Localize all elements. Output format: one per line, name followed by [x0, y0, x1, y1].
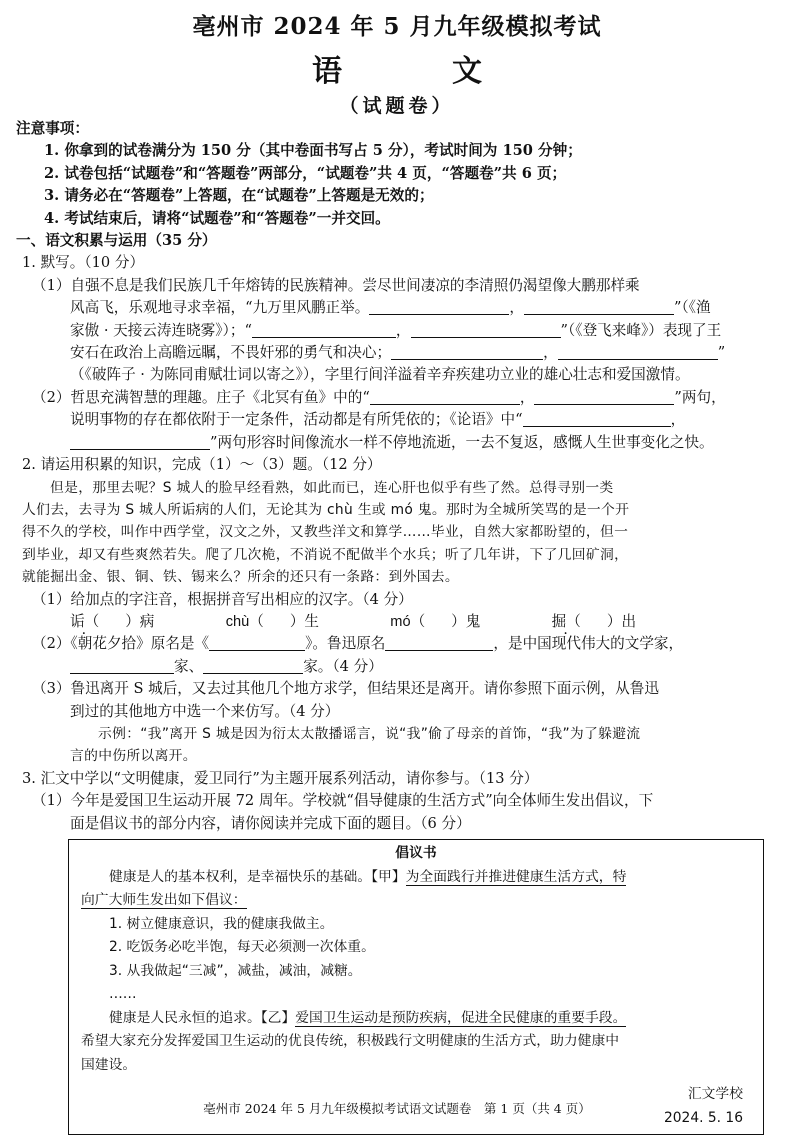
q3-sub1: 面是倡议书的部分内容，请你阅读并完成下面的题目。（6 分）: [70, 814, 471, 832]
q1-part1-line: 家傲 · 天接云涛连晓雾》）；“ ， ”（《登飞来峰》）表现了王: [70, 321, 722, 339]
q2-sub3: 到过的其他地方中选一个来仿写。（4 分）: [70, 702, 340, 720]
question-2-title: 2. 请运用积累的知识，完成（1）～（3）题。（12 分）: [22, 456, 382, 474]
passage-line: 就能掘出金、银、铜、铁、锡来么？所余的还只有一条路：到外国去。: [22, 569, 460, 586]
answer-blank[interactable]: [370, 388, 520, 405]
notes-heading: 注意事项：: [16, 120, 89, 137]
proposal-item: 2. 吃饭务必吃半饱，每天必须测一次体重。: [109, 939, 375, 955]
answer-blank[interactable]: [252, 321, 396, 338]
q1-part1-line: （《破阵子 · 为陈同甫赋壮词以寄之》），字里行间洋溢着辛弃疾建功立业的雄心壮志和爱国激情。: [70, 366, 690, 384]
proposal-item: ……: [109, 986, 137, 1002]
q1-part1-line: 风高飞，乐观地寻求幸福，“九万里风鹏正举。 ， ”（《渔: [70, 299, 711, 317]
section-heading: 一、语文积累与运用（35 分）: [16, 232, 217, 250]
answer-blank[interactable]: [558, 343, 718, 360]
passage: [22, 477, 772, 589]
q2-sub2: （2）《朝花夕拾》原名是《 》。鲁迅原名 ，是中国现代伟大的文学家，: [32, 635, 684, 653]
q1-part1-line: （1）自强不息是我们民族几千年熔铸的民族精神。尝尽世间凄凉的李清照仍渴望像大鹏那样乘: [32, 276, 640, 294]
proposal-signer: 汇文学校: [687, 1086, 743, 1102]
note-item: 3. 请务必在“答题卷”上答题，在“试题卷”上答题是无效的；: [44, 187, 434, 205]
answer-blank[interactable]: [369, 298, 509, 315]
q2-sub1-items: 诟（ · ）病 chù（ ）生 mó（ ）鬼 掘（ · ）出: [22, 611, 772, 633]
answer-blank[interactable]: [70, 433, 210, 450]
page-footer: 亳州市 2024 年 5 月九年级模拟考试语文试题卷 第 1 页（共 4 页）: [203, 1101, 591, 1116]
q1-part1-line: 安石在政治上高瞻远瞩，不畏奸邪的勇气和决心； ， ”: [70, 344, 726, 362]
q2-sub3: （3）鲁迅离开 S 城后，又去过其他几个地方求学，但结果还是离开。请你参照下面示例，从鲁迅: [32, 680, 659, 698]
q2-sub2-cont: 家、 家。（4 分）: [22, 656, 772, 678]
answer-blank[interactable]: [524, 298, 674, 315]
proposal-box: 倡议书 健康是人的基本权利，是幸福快乐的基础。【甲】为全面践行并推进健康生活方式，特 向广大师生发出如下倡议： 1. 树立健康意识，我的健康我做主。 2. 吃饭务必吃半饱，每天必须测一次体重。 3. 从我做起“三减”，减盐，减油，减糖。 …… 健康是人民永恒的追求。【乙】爱国卫生运动是预防疾病，促进全民健康的重要手段。 希望大家充分发挥爱国卫生运动的优良传统，积极践行文明健康的生活方式，助力健康中 国建设。 汇文学校 2024. 5. 16: [68, 839, 764, 1135]
exam-content: [16, 118, 772, 1135]
q1-part2-line: ”两句形容时间像流水一样不停地流逝，一去不复返，感慨人生世事变化之快。: [22, 432, 772, 454]
answer-blank[interactable]: [391, 343, 543, 360]
proposal-title: 倡议书: [395, 845, 437, 861]
answer-blank[interactable]: [411, 321, 561, 338]
answer-blank[interactable]: [209, 634, 305, 651]
proposal-date: 2024. 5. 16: [664, 1109, 743, 1126]
note-item: 1. 你拿到的试卷满分为 150 分（其中卷面书写占 5 分），考试时间为 150 分钟；: [44, 142, 582, 160]
example: [22, 723, 772, 768]
answer-blank[interactable]: [523, 410, 671, 427]
paper-subtitle: （试题卷）: [339, 95, 455, 117]
proposal-item: 3. 从我做起“三减”，减盐，减油，减糖。: [109, 962, 362, 979]
passage-line: 人们去，去寻为 S 城人所诟病的人们，无论其为 chù 生或 mó 鬼。那时为全城所笑骂的是一个开: [22, 501, 630, 518]
exam-title: 亳州市 2024 年 5 月九年级模拟考试: [192, 13, 602, 40]
answer-blank[interactable]: [70, 657, 174, 674]
q1-part2-line: 说明事物的存在都依附于一定条件，活动都是有所凭依的；《论语》中“ ，: [70, 411, 686, 429]
q2-sub1: （1）给加点的字注音，根据拼音写出相应的汉字。（4 分）: [32, 590, 413, 608]
passage-line: 得不久的学校，叫作中西学堂，汉文之外，又教些洋文和算学……毕业，自然大家都盼望的，但一: [22, 524, 629, 541]
subject-title: 语 文: [312, 54, 522, 89]
example-line: 示例：“我”离开 S 城是因为衍太太散播谣言，说“我”偷了母亲的首饰，“我”为了躲避流: [98, 725, 641, 742]
question-3-title: 3. 汇文中学以“文明健康，爱卫同行”为主题开展系列活动，请你参与。（13 分）: [22, 769, 539, 787]
note-item: 4. 考试结束后，请将“试题卷”和“答题卷”一并交回。: [44, 209, 390, 227]
q3-sub1: （1）今年是爱国卫生运动开展 72 周年。学校就“倡导健康的生活方式”向全体师生发出倡议，下: [32, 792, 654, 810]
answer-blank[interactable]: [203, 657, 303, 674]
answer-blank[interactable]: [385, 634, 493, 651]
underlined-sentence-jia: 为全面践行并推进健康生活方式，特: [405, 868, 627, 885]
q1-part2-line: （2）哲思充满智慧的理趣。庄子《北冥有鱼》中的“ ， ”两句，: [32, 388, 726, 406]
underlined-sentence-yi: 爱国卫生运动是预防疾病，促进全民健康的重要手段。: [295, 1009, 627, 1026]
passage-line: 到毕业，却又有些爽然若失。爬了几次桅，不消说不配做半个水兵；听了几年讲，下了几回矿洞，: [22, 546, 629, 563]
passage-line: 但是，那里去呢？S 城人的脸早经看熟，如此而已，连心肝也似乎有些了然。总得寻别一类: [50, 479, 614, 496]
answer-blank[interactable]: [534, 388, 674, 405]
example-line: 言的中伤所以离开。: [70, 748, 197, 765]
proposal-item: 1. 树立健康意识，我的健康我做主。: [109, 915, 334, 932]
note-item: 2. 试卷包括“试题卷”和“答题卷”两部分，“试题卷”共 4 页，“答题卷”共 6 页；: [44, 164, 567, 182]
question-1-title: 1. 默写。（10 分）: [22, 254, 145, 272]
